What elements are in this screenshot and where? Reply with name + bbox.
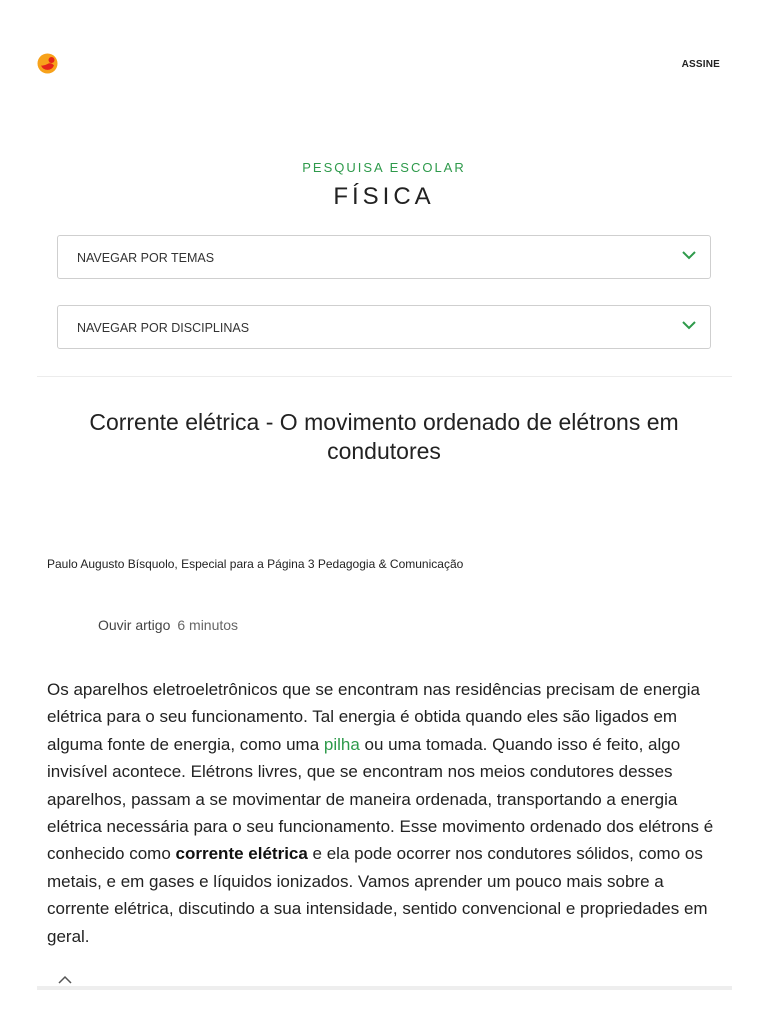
article-paragraph <box>47 676 727 950</box>
chevron-down-icon <box>682 320 696 330</box>
browse-themes-dropdown[interactable] <box>57 235 711 279</box>
listen-article-label[interactable]: Ouvir artigo <box>98 617 171 633</box>
browse-themes-label: NAVEGAR POR TEMAS <box>77 251 215 265</box>
section-kicker: PESQUISA ESCOLAR <box>302 160 466 175</box>
article-title: Corrente elétrica - O movimento ordenado de elétrons em condutores <box>89 409 679 464</box>
paragraph-text: e ela pode ocorrer nos condutores sólidos, como os metais, e em gases e líquidos ionizados. Vamos aprender um pouco mais sobre a corrente elétrica, discutindo a sua intensidade, sentido convencional e propriedades em geral. <box>47 844 708 946</box>
paragraph-text: Os aparelhos eletroeletrônicos que se encontram nas residências precisam de energia elétrica para o seu funcionamento. Tal energia é obtida quando eles são ligados em alguma fonte de energia, como uma <box>47 680 700 754</box>
article-byline: Paulo Augusto Bísquolo, Especial para a Página 3 Pedagogia & Comunicação <box>47 557 464 571</box>
pilha-link[interactable]: pilha <box>323 734 360 754</box>
bottom-player-bar <box>37 986 732 990</box>
chevron-down-icon <box>682 250 696 260</box>
bold-term: corrente elétrica <box>175 844 308 864</box>
browse-disciplines-label: NAVEGAR POR DISCIPLINAS <box>77 321 250 335</box>
section-title: FÍSICA <box>333 183 435 210</box>
read-time: 6 minutos <box>177 617 239 633</box>
chevron-up-icon[interactable] <box>57 974 73 986</box>
divider <box>37 376 732 377</box>
listen-article[interactable] <box>98 617 238 633</box>
browse-disciplines-dropdown[interactable] <box>57 305 711 349</box>
uol-logo-icon[interactable] <box>37 53 58 74</box>
subscribe-link[interactable]: ASSINE <box>681 59 720 70</box>
paragraph-text: ou uma tomada. Quando isso é feito, algo invisível acontece. Elétrons livres, que se encontram nos meios condutores desses aparelhos, passam a se movimentar de maneira ordenada, transportando a energia elétrica necessária para o seu funcionamento. Esse movimento ordenado dos elétrons é conhecido como <box>47 734 714 864</box>
